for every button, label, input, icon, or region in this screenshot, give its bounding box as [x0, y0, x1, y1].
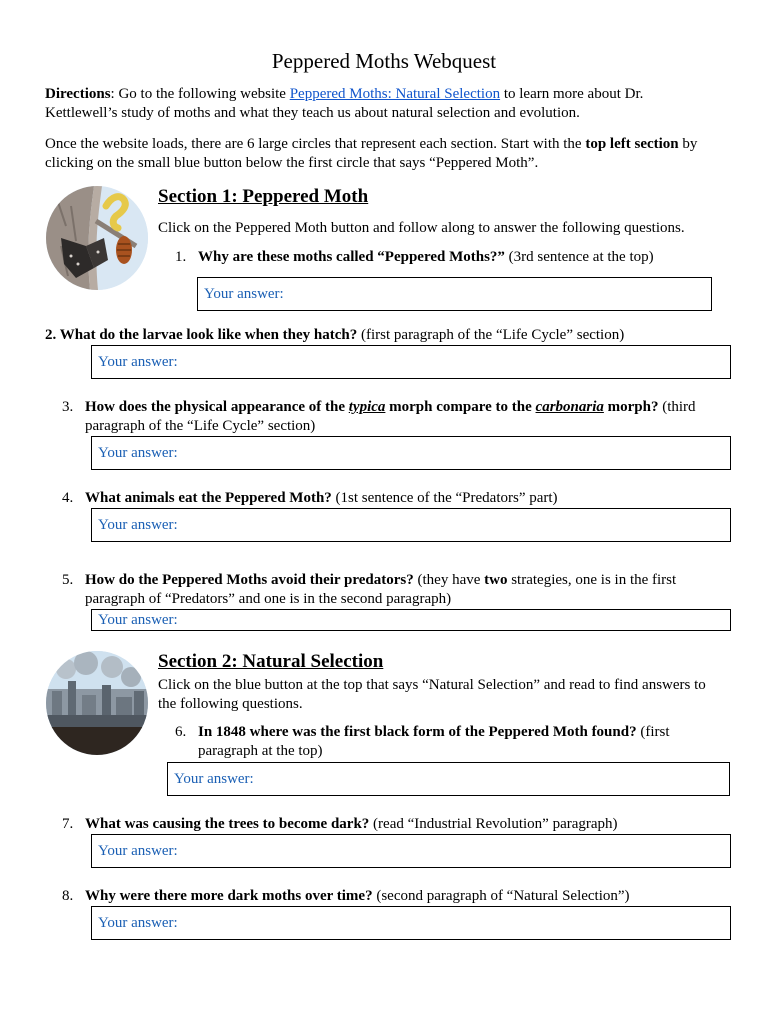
question-2	[45, 326, 624, 345]
question-7	[85, 815, 618, 834]
city-illustration	[46, 651, 148, 755]
answer-field-1[interactable]: Your answer:	[197, 277, 712, 311]
website-link[interactable]: Peppered Moths: Natural Selection	[289, 86, 501, 102]
question-3-hint: (third	[658, 399, 696, 415]
question-5	[85, 571, 676, 590]
question-5-text: How do the Peppered Moths avoid their predators?	[85, 572, 414, 588]
answer-field-3[interactable]: Your answer:	[91, 436, 731, 470]
answer-field-2[interactable]: Your answer:	[91, 345, 731, 379]
question-5-number: 5.	[62, 572, 74, 588]
question-4-number: 4.	[62, 490, 74, 506]
question-3-text-a: How does the physical appearance of the	[85, 399, 349, 415]
answer-field-8[interactable]: Your answer:	[91, 906, 731, 940]
question-2-text: 2. What do the larvae look like when they hatch?	[45, 327, 358, 343]
question-5-hint-emphasis: two	[484, 572, 508, 588]
question-3-text-c: morph?	[603, 399, 659, 415]
intro-text-2: by	[678, 136, 698, 152]
directions-text: : Go to the following website	[110, 86, 290, 102]
question-6-hint-line-2: paragraph at the top)	[198, 743, 323, 759]
page-title: Peppered Moths Webquest	[271, 49, 497, 73]
question-6-number: 6.	[175, 724, 187, 740]
question-6-text: In 1848 where was the first black form of the Peppered Moth found?	[198, 724, 637, 740]
question-1-text: Why are these moths called “Peppered Moths?”	[198, 249, 505, 265]
question-3-text-b: morph compare to the	[385, 399, 536, 415]
section-2-instruction-line-2: the following questions.	[158, 696, 303, 712]
directions-line-2: Kettlewell’s study of moths and what they teach us about natural selection and evolution.	[45, 105, 580, 121]
intro-line-2: clicking on the small blue button below the first circle that says “Peppered Moth”.	[45, 155, 539, 171]
question-1	[198, 248, 654, 267]
question-6-hint: (first	[636, 724, 670, 740]
question-8-number: 8.	[62, 888, 74, 904]
answer-field-5[interactable]: Your answer:	[91, 609, 731, 631]
section-1-instruction: Click on the Peppered Moth button and follow along to answer the following questions.	[158, 220, 685, 236]
question-4-text: What animals eat the Peppered Moth?	[85, 490, 332, 506]
question-7-text: What was causing the trees to become dark?	[85, 816, 370, 832]
intro-emphasis: top left section	[585, 136, 679, 152]
question-5-hint-a: (they have	[413, 572, 485, 588]
question-4-hint: (1st sentence of the “Predators” part)	[331, 490, 558, 506]
answer-field-7[interactable]: Your answer:	[91, 834, 731, 868]
directions-line-1	[45, 85, 643, 104]
section-1-heading: Section 1: Peppered Moth	[158, 186, 369, 207]
intro-line-1	[45, 135, 697, 154]
question-1-hint: (3rd sentence at the top)	[504, 249, 654, 265]
directions-label: Directions	[45, 86, 111, 102]
carbonaria-term: carbonaria	[535, 399, 604, 415]
directions-text-2: to learn more about Dr.	[500, 86, 644, 102]
question-6	[198, 723, 670, 742]
question-7-hint: (read “Industrial Revolution” paragraph)	[369, 816, 618, 832]
question-1-number: 1.	[175, 249, 187, 265]
question-3-number: 3.	[62, 399, 74, 415]
question-5-hint-line-2: paragraph of “Predators” and one is in the second paragraph)	[85, 591, 452, 607]
question-8	[85, 887, 630, 906]
answer-field-6[interactable]: Your answer:	[167, 762, 730, 796]
answer-field-4[interactable]: Your answer:	[91, 508, 731, 542]
question-4	[85, 489, 558, 508]
section-2-instruction-line-1: Click on the blue button at the top that says “Natural Selection” and read to find answers to	[158, 677, 706, 693]
question-3-hint-line-2: paragraph of the “Life Cycle” section)	[85, 418, 316, 434]
question-8-text: Why were there more dark moths over time?	[85, 888, 373, 904]
question-5-hint-b: strategies, one is in the first	[507, 572, 677, 588]
intro-text: Once the website loads, there are 6 large circles that represent each section. Start with the	[45, 136, 586, 152]
question-3	[85, 398, 696, 417]
question-8-hint: (second paragraph of “Natural Selection”)	[372, 888, 630, 904]
section-2-heading: Section 2: Natural Selection	[158, 651, 384, 672]
industrial-city-icon	[46, 651, 148, 755]
question-7-number: 7.	[62, 816, 74, 832]
question-2-hint: (first paragraph of the “Life Cycle” section)	[357, 327, 625, 343]
moth-on-tree-icon	[46, 186, 148, 290]
typica-term: typica	[348, 399, 386, 415]
moth-illustration	[46, 186, 148, 290]
